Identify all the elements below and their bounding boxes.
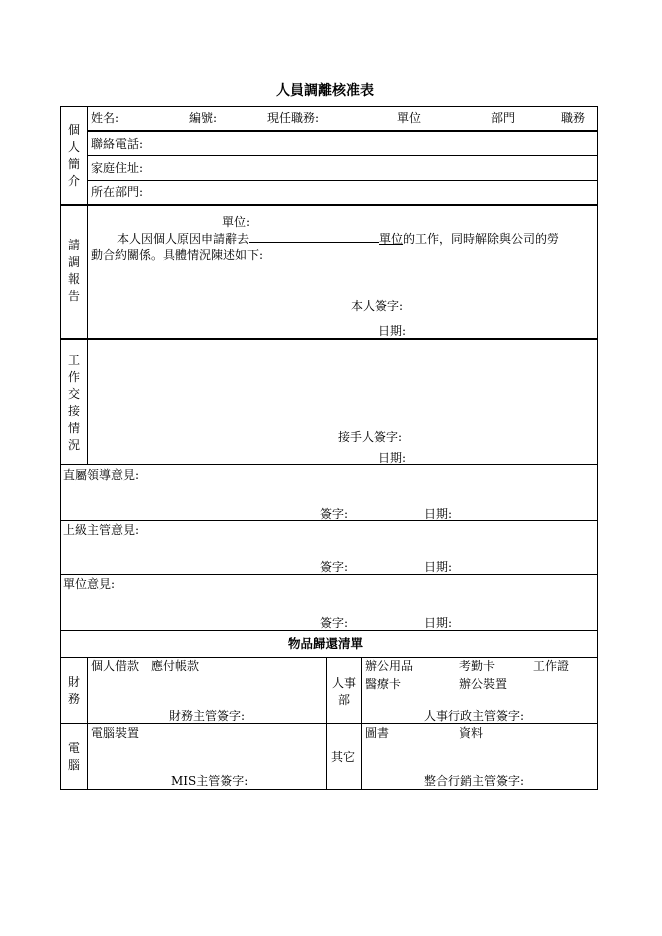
computer-signature-label: MIS主管簽字:	[171, 774, 249, 788]
address-label: 家庭住址:	[91, 161, 144, 175]
handover-signature-label: 接手人簽字:	[338, 430, 403, 444]
duty-label: 職務	[561, 111, 586, 125]
request-unit-label: 單位:	[222, 215, 251, 229]
hr-work-id: 工作證	[533, 659, 570, 673]
leader-signature-label: 簽字:	[320, 507, 349, 521]
request-signature-label: 本人簽字:	[351, 299, 404, 313]
request-body-prefix: 本人因個人原因申請辭去	[117, 232, 250, 246]
id-label: 編號:	[189, 111, 218, 125]
return-col-divider-2	[326, 657, 327, 789]
other-books: 圖書	[365, 726, 390, 740]
leader-opinion-label: 直屬領導意見:	[63, 468, 140, 482]
supervisor-date-label: 日期:	[424, 560, 453, 574]
leader-date-label: 日期:	[424, 507, 453, 521]
return-list-title: 物品歸還清單	[288, 636, 364, 651]
other-label: 其它	[331, 750, 356, 764]
unit-opinion-label: 單位意見:	[63, 577, 116, 591]
personal-row-line-2	[87, 155, 598, 156]
hr-office-supplies: 辦公用品	[365, 659, 414, 673]
request-section-label: 請調報告	[67, 238, 80, 303]
return-row-divider	[60, 723, 598, 724]
request-blank-underline	[249, 231, 379, 243]
other-signature-label: 整合行銷主管簽字:	[424, 774, 525, 788]
handover-section-bottom	[60, 464, 598, 465]
request-body-suffix: 的工作，同時解除與公司的勞	[403, 232, 560, 246]
department-label: 部門	[491, 111, 516, 125]
unit-signature-label: 簽字:	[320, 616, 349, 630]
hr-office-equipment: 辦公裝置	[459, 677, 508, 691]
personal-row-line-1	[87, 130, 598, 132]
name-label: 姓名:	[91, 111, 120, 125]
position-label: 現任職務:	[267, 111, 320, 125]
request-body-line-2: 動合約關係。具體情況陳述如下:	[91, 248, 264, 262]
supervisor-opinion-label: 上級主管意見:	[63, 523, 140, 537]
hr-attendance-card: 考勤卡	[459, 659, 496, 673]
current-dept-label: 所在部門:	[91, 185, 144, 199]
finance-items: 個人借款 應付帳款	[91, 659, 200, 673]
table-border-right	[597, 106, 598, 790]
hr-label: 人事部	[331, 676, 356, 707]
supervisor-opinion-bottom	[60, 574, 598, 575]
finance-signature-label: 財務主管簽字:	[169, 709, 246, 723]
handover-date-label: 日期:	[378, 451, 407, 465]
request-date-label: 日期:	[378, 324, 407, 338]
supervisor-signature-label: 簽字:	[320, 560, 349, 574]
handover-section-label: 工作交接情況	[67, 353, 80, 452]
unit-opinion-bottom	[60, 630, 598, 631]
other-materials: 資料	[459, 726, 484, 740]
computer-items: 電腦裝置	[91, 726, 140, 740]
table-border-bottom	[60, 789, 598, 790]
personal-section-label: 個人簡介	[67, 123, 80, 188]
phone-label: 聯絡電話:	[91, 137, 144, 151]
form-title: 人員調離核准表	[276, 83, 374, 99]
return-col-divider-3	[361, 657, 362, 789]
request-body-line-1	[117, 231, 559, 246]
return-col-divider-1	[87, 657, 88, 789]
hr-signature-label: 人事行政主管簽字:	[424, 709, 525, 723]
unit-label: 單位	[397, 111, 422, 125]
personal-section-bottom	[60, 204, 598, 206]
unit-date-label: 日期:	[424, 616, 453, 630]
personal-row-line-3	[87, 180, 598, 181]
section-label-divider	[87, 106, 88, 464]
request-section-bottom	[60, 338, 598, 340]
table-border-left	[60, 106, 61, 790]
table-border-top	[60, 106, 598, 107]
finance-label: 財務	[67, 675, 80, 706]
hr-medical-card: 醫療卡	[365, 677, 402, 691]
computer-label: 電腦	[67, 741, 80, 772]
return-title-bottom	[60, 657, 598, 658]
request-body-unit: 單位	[379, 232, 404, 246]
